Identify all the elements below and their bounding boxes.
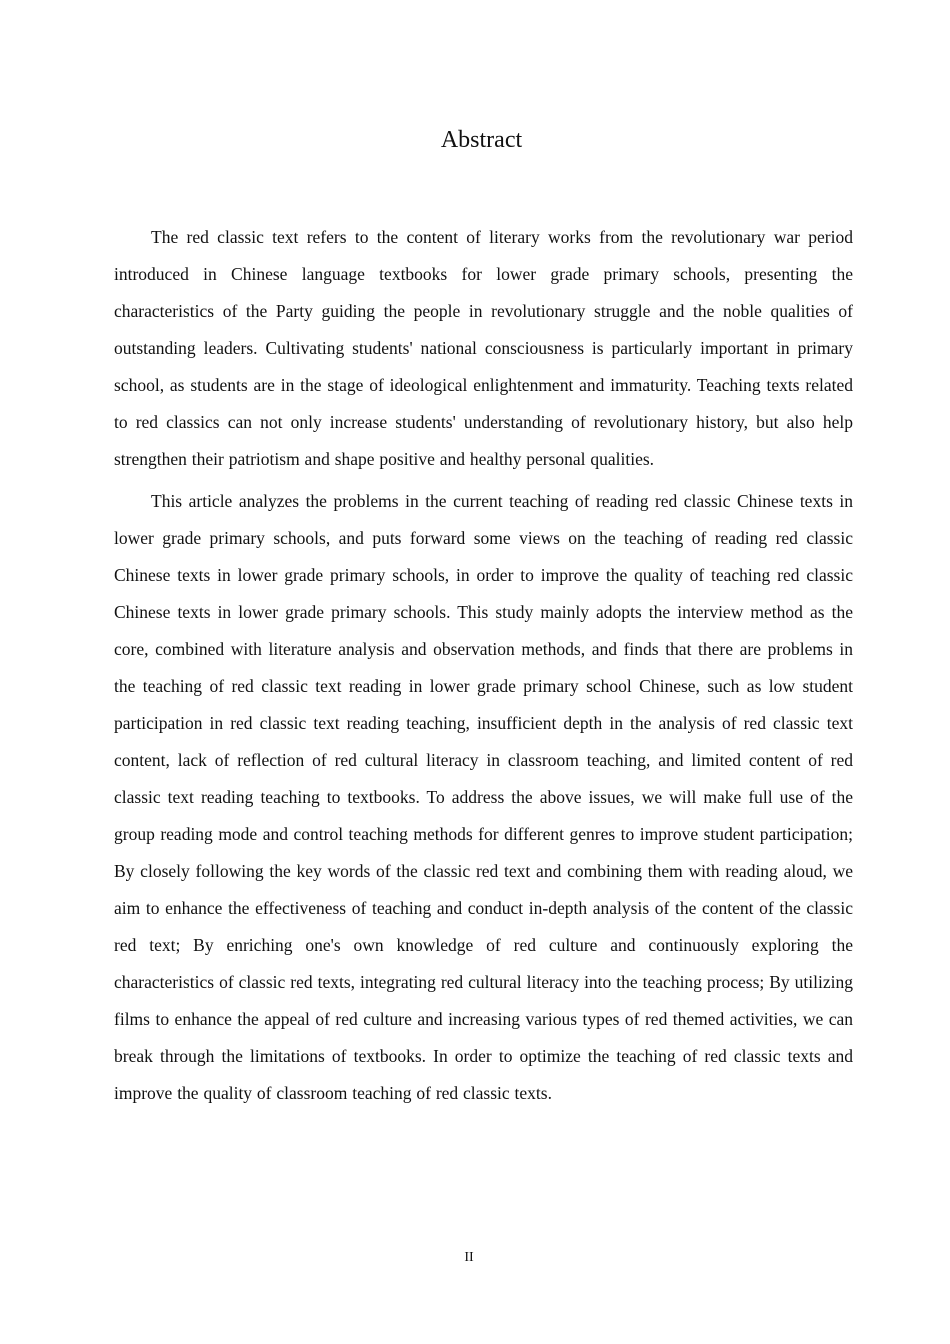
abstract-heading: Abstract [440, 127, 523, 153]
abstract-paragraph-2: This article analyzes the problems in the current teaching of reading red classic Chinese texts in lower grade primary schools, and puts forward some views on the teaching of reading red classic Chinese texts in lower grade primary schools, in order to improve the quality of teaching red classic Chinese texts in lower grade primary schools. This study mainly adopts the interview method as the core, combined with literature analysis and observation methods, and finds that there are problems in the teaching of red classic text reading in lower grade primary school Chinese, such as low student participation in red classic text reading teaching, insufficient depth in the analysis of red classic text content, lack of reflection of red cultural literacy in classroom teaching, and limited content of red classic text reading teaching to textbooks. To address the above issues, we will make full use of the group reading mode and control teaching methods for different genres to improve student participation; By closely following the key words of the classic red text and combining them with reading aloud, we aim to enhance the effectiveness of teaching and conduct in-depth analysis of the content of the classic red text; By enriching one's own knowledge of red culture and continuously exploring the characteristics of classic red texts, integrating red cultural literacy into the teaching process; By utilizing films to enhance the appeal of red culture and increasing various types of red themed activities, we can break through the limitations of textbooks. In order to optimize the teaching of red classic texts and improve the quality of classroom teaching of red classic texts. [114, 491, 853, 1103]
abstract-paragraph-1: The red classic text refers to the content of literary works from the revolutionary war period introduced in Chinese language textbooks for lower grade primary schools, presenting the characteristics of the Party guiding the people in revolutionary struggle and the noble qualities of outstanding leaders. Cultivating students' national consciousness is particularly important in primary school, as students are in the stage of ideological enlightenment and immaturity. Teaching texts related to red classics can not only increase students' understanding of revolutionary history, but also help strengthen their patriotism and shape positive and healthy personal qualities. [114, 227, 853, 469]
abstract-body [114, 219, 853, 1117]
page-number: II [464, 1250, 474, 1265]
